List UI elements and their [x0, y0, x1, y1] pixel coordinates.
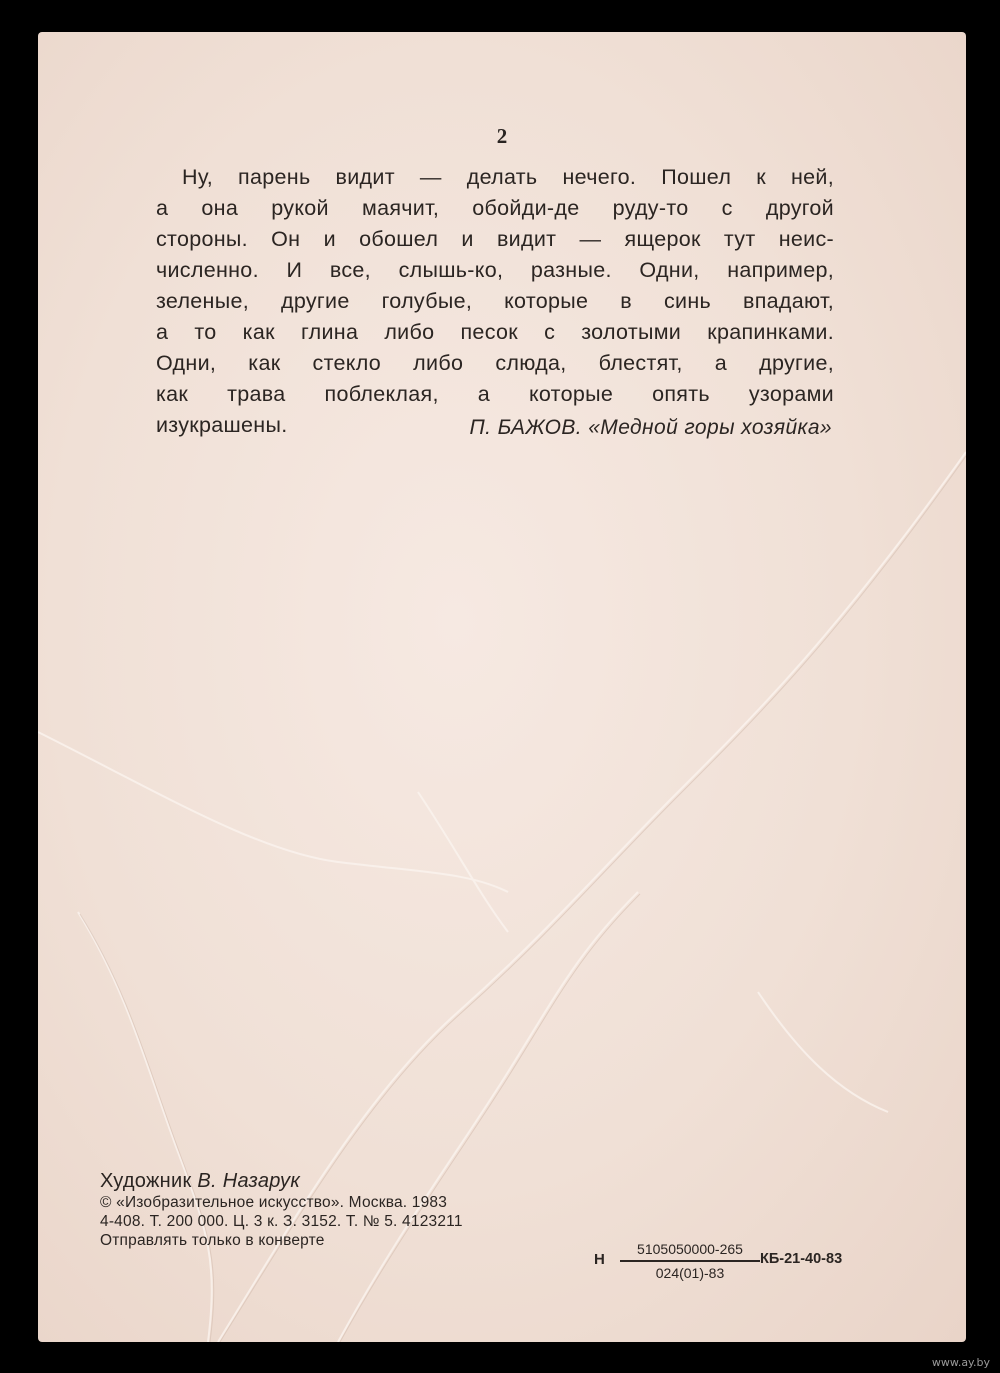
publisher-imprint — [100, 1170, 463, 1250]
passage-line: Ну, парень видит — делать нечего. Пошел к ней, — [182, 165, 834, 189]
publisher-line: © «Изобразительное искусство». Москва. 1983 — [100, 1194, 448, 1211]
passage-line: изукрашены. — [156, 413, 288, 437]
print-run-line: 4-408. Т. 200 000. Ц. 3 к. З. 3152. Т. № 5. 4123211 — [100, 1213, 463, 1230]
passage-line: зеленые, другие голубые, которые в синь впадают, — [156, 289, 834, 313]
passage-line: численно. И все, слышь-ко, разные. Одни, например, — [156, 258, 834, 282]
fraction-bar — [620, 1260, 760, 1262]
index-letter: Н — [594, 1251, 605, 1268]
site-watermark: www.ay.by — [931, 1356, 990, 1369]
envelope-note: Отправлять только в конверте — [100, 1232, 325, 1249]
passage-line: а она рукой маячит, обойди-де руду-то с другой — [156, 196, 834, 220]
passage-line: стороны. Он и обошел и видит — ящерок тут неис- — [156, 227, 834, 251]
quote-attribution: П. БАЖОВ. «Медной горы хозяйка» — [469, 416, 832, 439]
fraction-numerator: 5105050000-265 — [637, 1241, 743, 1257]
catalog-fraction — [620, 1240, 760, 1282]
artist-name: В. Назарук — [197, 1170, 301, 1192]
page-number: 2 — [496, 124, 508, 148]
quote-passage — [156, 162, 834, 441]
fraction-denominator: 024(01)-83 — [655, 1264, 725, 1281]
postcard-back — [38, 32, 966, 1342]
passage-line: Одни, как стекло либо слюда, блестят, а другие, — [156, 351, 834, 375]
artist-credit — [100, 1170, 463, 1193]
passage-line: а то как глина либо песок с золотыми крапинками. — [156, 320, 834, 344]
catalog-code: КБ-21-40-83 — [760, 1251, 843, 1267]
artist-label: Художник — [100, 1170, 192, 1192]
passage-line: как трава поблеклая, а которые опять узорами — [156, 382, 834, 406]
